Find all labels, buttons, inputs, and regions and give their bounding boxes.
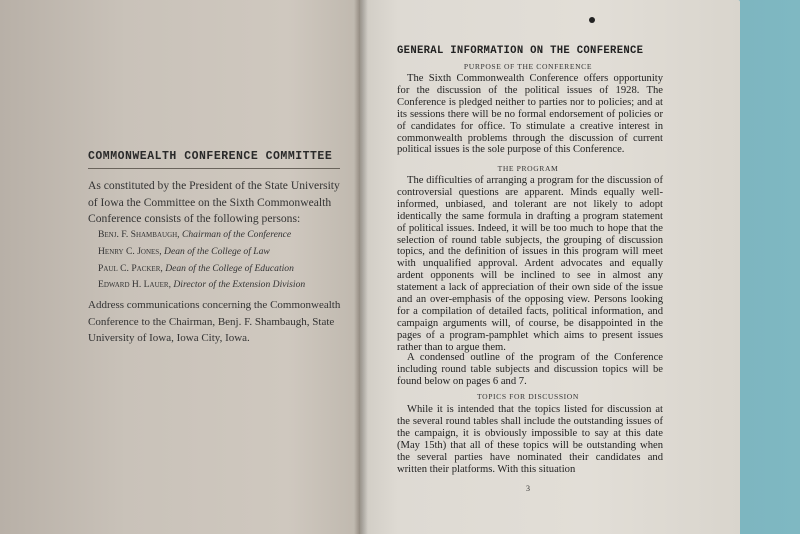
member-row xyxy=(98,279,348,291)
member-name: Henry C. Jones, xyxy=(98,246,162,257)
section-paragraph xyxy=(397,73,663,156)
member-row xyxy=(98,229,348,241)
paragraph-text: A condensed outline of the program of the Conference including round table subjects and discussion topics will be found below on pages 6 and 7. xyxy=(397,352,663,387)
section-paragraph xyxy=(397,175,663,354)
section-subheading: THE PROGRAM xyxy=(497,164,559,173)
book-spine-shadow xyxy=(354,0,368,534)
ink-dot xyxy=(589,17,595,23)
section-subheading: PURPOSE OF THE CONFERENCE xyxy=(463,62,593,71)
section-subheading: TOPICS FOR DISCUSSION xyxy=(477,392,579,401)
member-name: Benj. F. Shambaugh, xyxy=(98,229,180,240)
member-name: Paul C. Packer, xyxy=(98,263,163,274)
member-name: Edward H. Lauer, xyxy=(98,279,171,290)
member-row xyxy=(98,263,348,275)
member-role: Dean of the College of Education xyxy=(165,263,294,274)
paragraph-text: While it is intended that the topics listed for discussion at the several round tables shall include the outstanding issues of the campaign, it is obviously impossible to say at this date (May 15th) that all of these topics will be outstanding when the several parties have nominated their candidates and written their platforms. With this situation xyxy=(397,404,663,475)
member-role: Director of the Extension Division xyxy=(173,279,306,290)
paragraph-text: The Sixth Commonwealth Conference offers opportunity for the discussion of the political issues of 1928. The Conference is pledged neither to parties nor to policies; and at its sessions there will be no formal endorsement of policies or of candidates for office. To stimulate a creative interest in commonwealth problems through the discussion of current political issues is the sole purpose of this Conference. xyxy=(397,73,663,156)
section-paragraph xyxy=(397,352,663,388)
member-row xyxy=(98,246,348,258)
section-paragraph xyxy=(397,404,663,475)
title-rule xyxy=(88,168,340,169)
committee-title-text: COMMONWEALTH CONFERENCE COMMITTEE xyxy=(88,150,333,163)
page-heading: GENERAL INFORMATION ON THE CONFERENCE xyxy=(397,45,644,57)
address-note: Address communications concerning the Commonwealth Conference to the Chairman, Benj. F. Shambaugh, State University of Iowa, Iowa City, Iowa. xyxy=(88,299,341,344)
member-role: Dean of the College of Law xyxy=(164,246,270,257)
paragraph-text: The difficulties of arranging a program for the discussion of controversial questions are apparent. Minds equally well-informed, unbiased, and tolerant are not likely to adopt identically the same formula in drafting a program statement of political issues. Indeed, it will be too much to hope that the selection of round table subjects, the grouping of discussion topics, and the definition of issues in this program will meet with unqualified approval. Ardent advocates and equally ardent opponents will be inclined to see in almost any statement a lack of appreciation of their own side of the issue and an over-emphasis of the opposing view. Persons looking for a compilation of detailed facts, political information, and campaign arguments will, of course, be disappointed in the pages of a program-pamphlet which aims to present issues rather than to argue them. xyxy=(397,175,663,353)
page-number: 3 xyxy=(526,484,530,493)
committee-intro: As constituted by the President of the State University of Iowa the Committee on the Sixth Commonwealth Conference consists of the following persons: xyxy=(88,179,340,225)
member-role: Chairman of the Conference xyxy=(181,229,292,240)
